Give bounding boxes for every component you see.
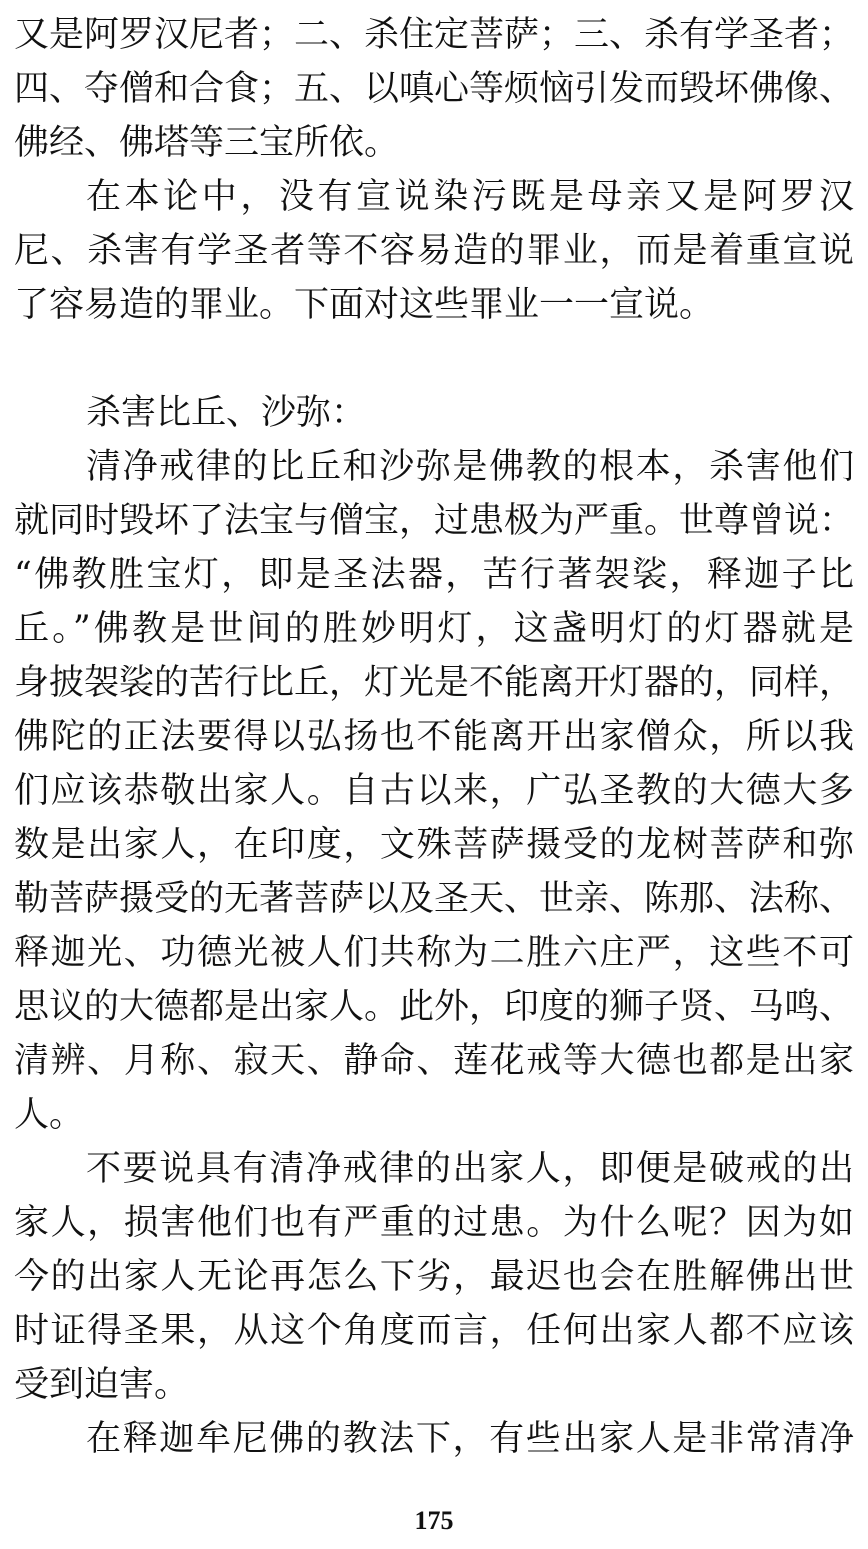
text-line: 思议的大德都是出家人。此外，印度的狮子贤、马鸣、	[14, 987, 855, 1027]
text-line: 清净戒律的比丘和沙弥是佛教的根本，杀害他们	[86, 447, 854, 487]
text-line: 佛陀的正法要得以弘扬也不能离开出家僧众，所以我	[14, 717, 854, 757]
text-line: 身披袈裟的苦行比丘，灯光是不能离开灯器的，同样，	[14, 663, 855, 703]
text-line: 家人，损害他们也有严重的过患。为什么呢？因为如	[14, 1203, 854, 1243]
heading-text: 杀害比丘、沙弥：	[86, 393, 367, 433]
text-line: 数是出家人，在印度，文殊菩萨摄受的龙树菩萨和弥	[14, 825, 854, 865]
text-line: 受到迫害。	[14, 1365, 190, 1405]
text-line: 在释迦牟尼佛的教法下，有些出家人是非常清净	[86, 1419, 854, 1459]
text-line: 勒菩萨摄受的无著菩萨以及圣天、世亲、陈那、法称、	[14, 879, 855, 919]
text-line: 四、夺僧和合食；五、以嗔心等烦恼引发而毁坏佛像、	[14, 69, 855, 109]
page-number: 175	[414, 1506, 454, 1535]
text-line: 今的出家人无论再怎么下劣，最迟也会在胜解佛出世	[14, 1257, 854, 1297]
text-line: 了容易造的罪业。下面对这些罪业一一宣说。	[14, 285, 715, 325]
text-line: 时证得圣果，从这个角度而言，任何出家人都不应该	[14, 1311, 854, 1351]
text-line: 丘。”佛教是世间的胜妙明灯，这盏明灯的灯器就是	[14, 609, 854, 649]
text-line: “佛教胜宝灯，即是圣法器，苦行著袈裟，释迦子比	[14, 555, 854, 595]
text-line: 佛经、佛塔等三宝所依。	[14, 123, 400, 163]
text-line: 清辨、月称、寂天、静命、莲花戒等大德也都是出家	[14, 1041, 854, 1081]
text-line: 们应该恭敬出家人。自古以来，广弘圣教的大德大多	[14, 771, 854, 811]
text-line: 不要说具有清净戒律的出家人，即便是破戒的出	[86, 1149, 854, 1189]
text-line: 释迦光、功德光被人们共称为二胜六庄严，这些不可	[14, 933, 854, 973]
text-line: 人。	[14, 1095, 85, 1135]
text-line: 在本论中，没有宣说染污既是母亲又是阿罗汉	[86, 177, 854, 217]
text-line: 就同时毁坏了法宝与僧宝，过患极为严重。世尊曾说：	[14, 501, 855, 541]
text-line: 又是阿罗汉尼者；二、杀住定菩萨；三、杀有学圣者；	[14, 15, 855, 55]
text-line: 尼、杀害有学圣者等不容易造的罪业，而是着重宣说	[14, 231, 854, 271]
